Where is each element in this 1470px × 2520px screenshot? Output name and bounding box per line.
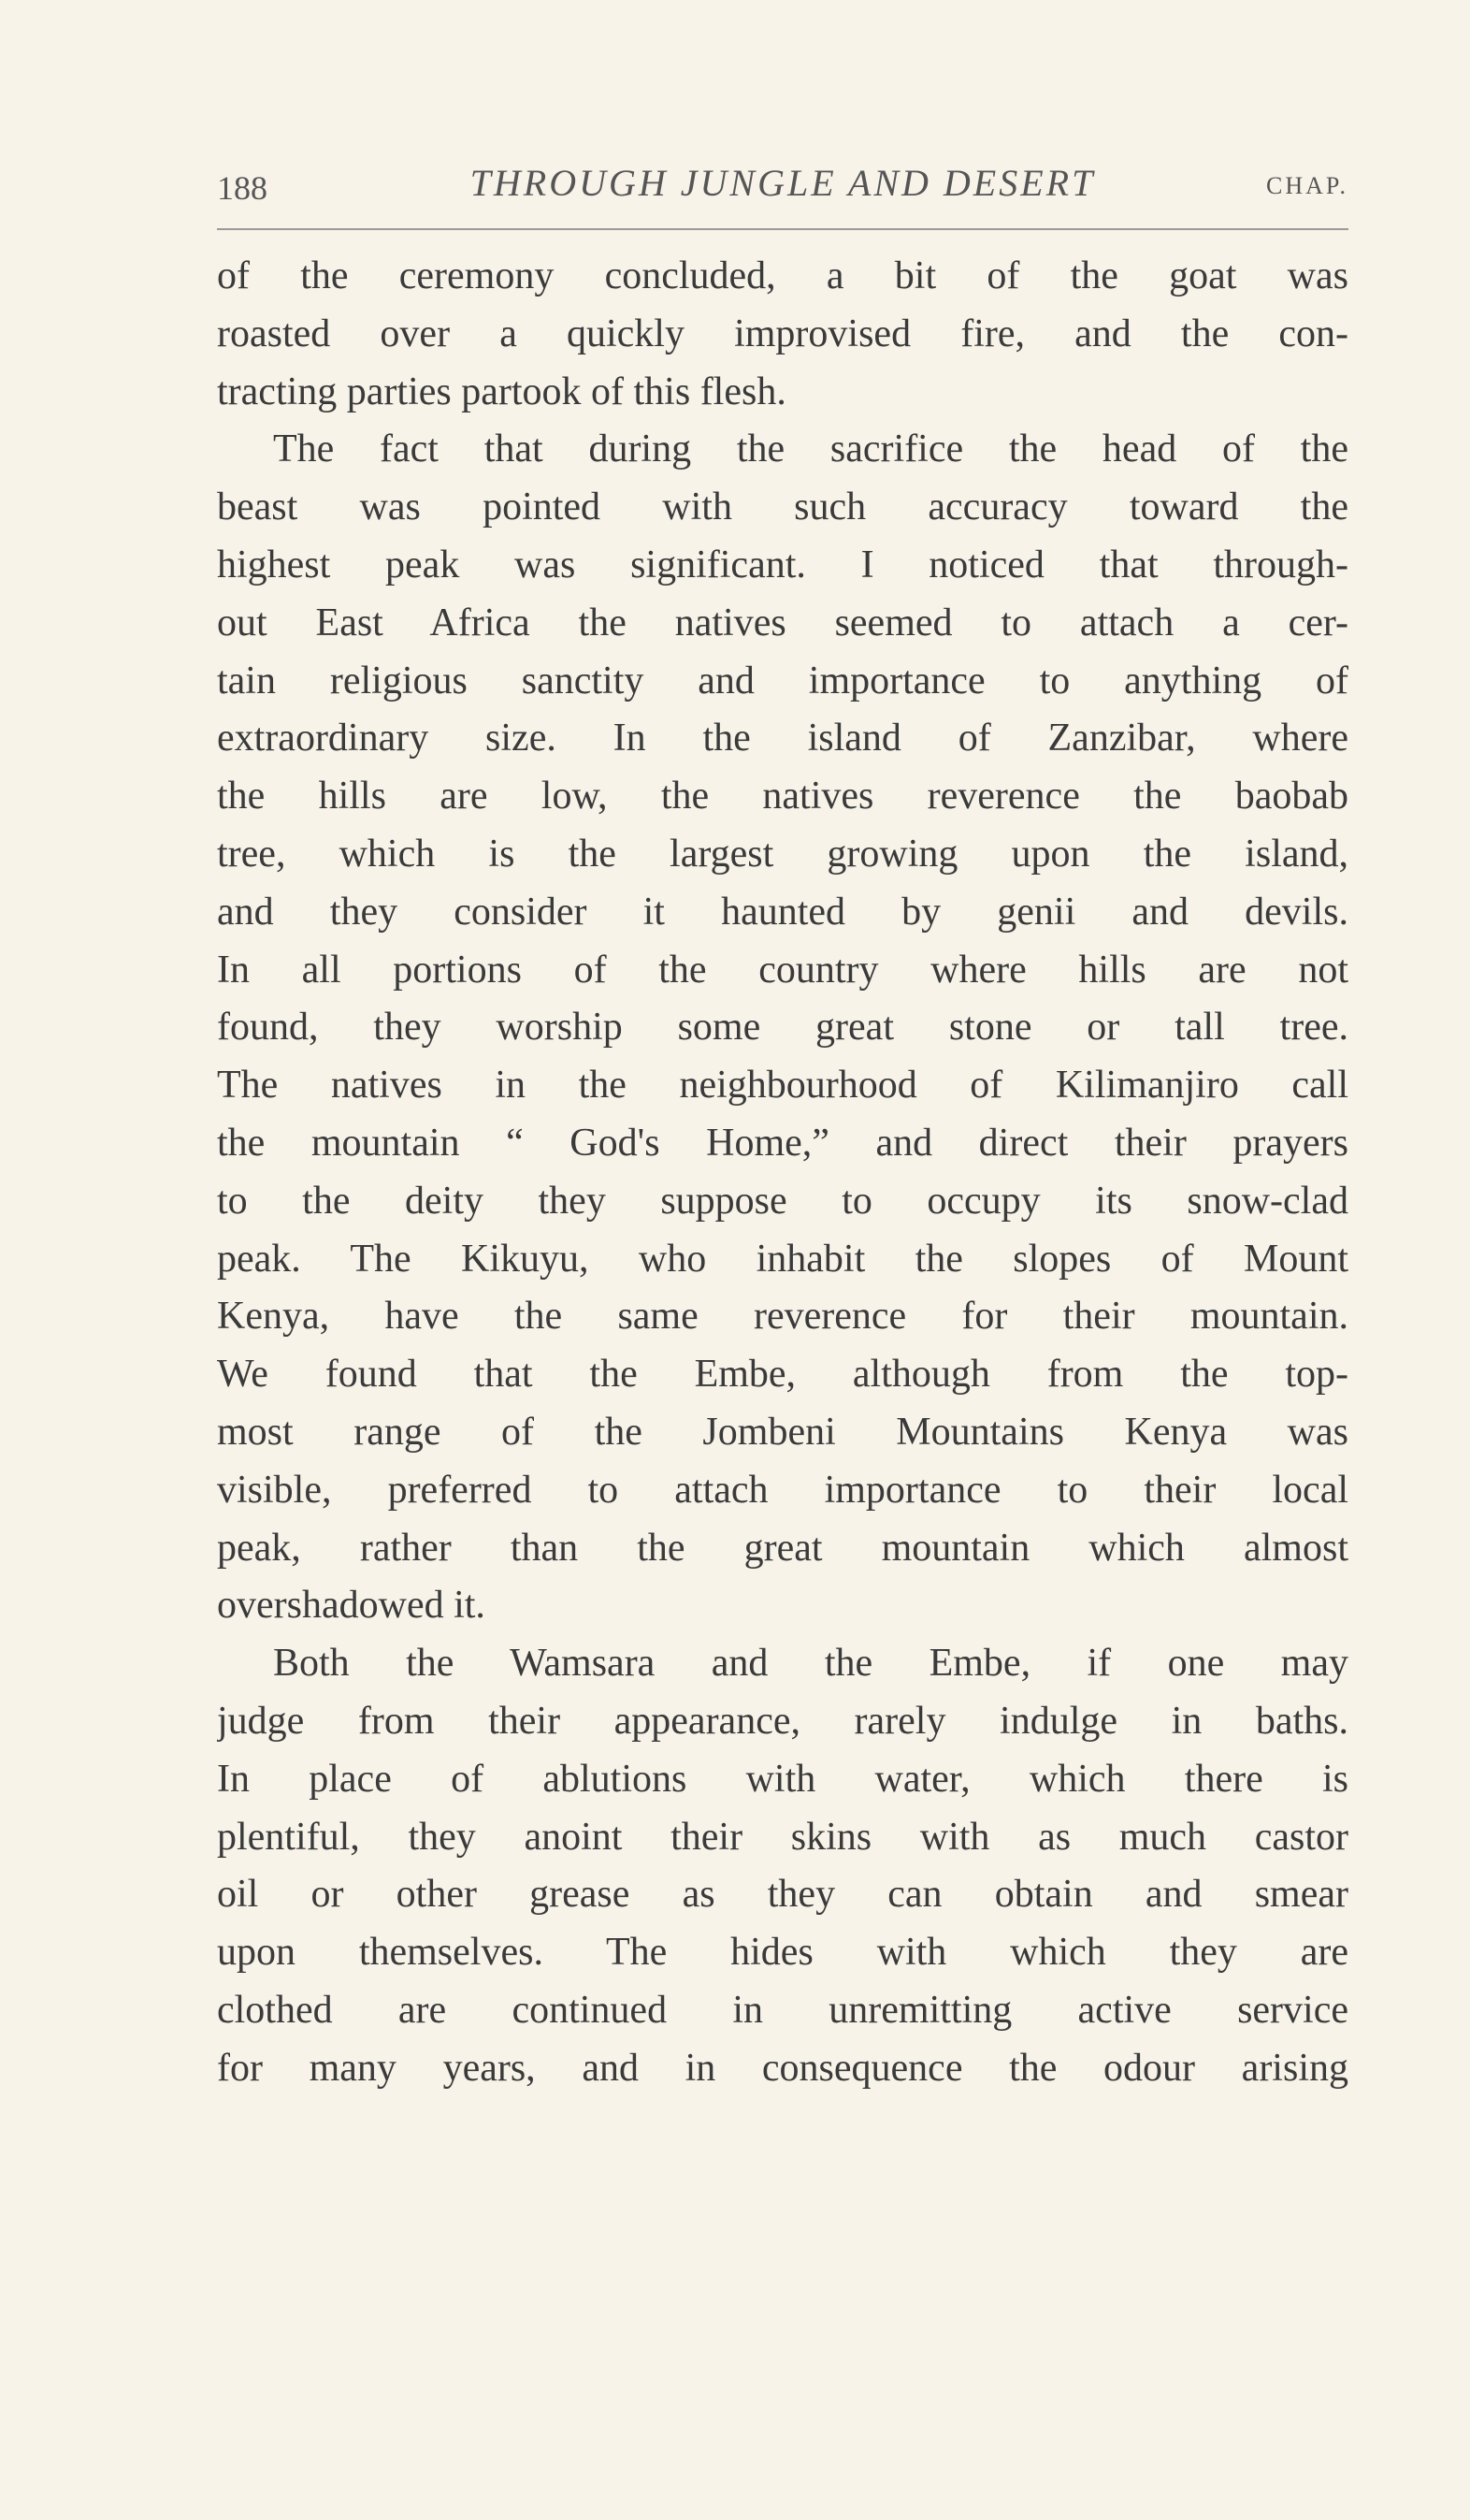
- text-line: tree, which is the largest growing upon the island,: [217, 832, 1348, 876]
- text-line: clothed are continued in unremitting active service: [217, 1988, 1348, 2032]
- text-line: The fact that during the sacrifice the head of the: [273, 427, 1348, 471]
- text-line: plentiful, they anoint their skins with as much castor: [217, 1815, 1348, 1859]
- text-line: found, they worship some great stone or tall tree.: [217, 1006, 1348, 1050]
- text-line: We found that the Embe, although from the top-: [217, 1353, 1348, 1397]
- text-line: peak, rather than the great mountain which almost: [217, 1526, 1348, 1570]
- chapter-label: CHAP.: [1266, 172, 1348, 199]
- text-line: the hills are low, the natives reverence the baobab: [217, 775, 1348, 818]
- text-line: tain religious sanctity and importance to anything of: [217, 659, 1348, 702]
- text-line: extraordinary size. In the island of Zanzibar, where: [217, 717, 1348, 760]
- text-line: out East Africa the natives seemed to attach a cer-: [217, 601, 1348, 644]
- text-line: beast was pointed with such accuracy toward the: [217, 485, 1348, 529]
- page-number: 188: [217, 169, 267, 207]
- text-line: The natives in the neighbourhood of Kilimanjiro call: [217, 1064, 1348, 1108]
- text-line: roasted over a quickly improvised fire, and the con-: [217, 311, 1348, 355]
- text-line: to the deity they suppose to occupy its snow-clad: [217, 1179, 1348, 1223]
- text-line: highest peak was significant. I noticed that through-: [217, 543, 1348, 587]
- running-title: THROUGH JUNGLE AND DESERT: [469, 162, 1096, 204]
- text-line: tracting parties partook of this flesh.: [217, 369, 786, 413]
- text-line: In all portions of the country where hills are not: [217, 948, 1348, 992]
- text-line: visible, preferred to attach importance to their local: [217, 1468, 1348, 1512]
- text-line: oil or other grease as they can obtain and smear: [217, 1873, 1348, 1917]
- text-line: upon themselves. The hides with which they are: [217, 1931, 1348, 1975]
- text-line: for many years, and in consequence the odour arising: [217, 2046, 1348, 2090]
- header-rule: [217, 228, 1348, 230]
- text-line: the mountain “ God's Home,” and direct their prayers: [217, 1121, 1348, 1165]
- text-line: Both the Wamsara and the Embe, if one may: [273, 1642, 1348, 1686]
- text-line: overshadowed it.: [217, 1584, 485, 1628]
- body-text: [217, 248, 1348, 2098]
- text-line: judge from their appearance, rarely indulge in baths.: [217, 1699, 1348, 1743]
- text-line: most range of the Jombeni Mountains Kenya was: [217, 1410, 1348, 1454]
- text-line: peak. The Kikuyu, who inhabit the slopes of Mount: [217, 1237, 1348, 1281]
- text-line: Kenya, have the same reverence for their mountain.: [217, 1295, 1348, 1339]
- text-line: and they consider it haunted by genii and devils.: [217, 890, 1348, 934]
- text-line: of the ceremony concluded, a bit of the goat was: [217, 254, 1348, 297]
- text-line: In place of ablutions with water, which there is: [217, 1757, 1348, 1801]
- running-head: [217, 157, 1348, 213]
